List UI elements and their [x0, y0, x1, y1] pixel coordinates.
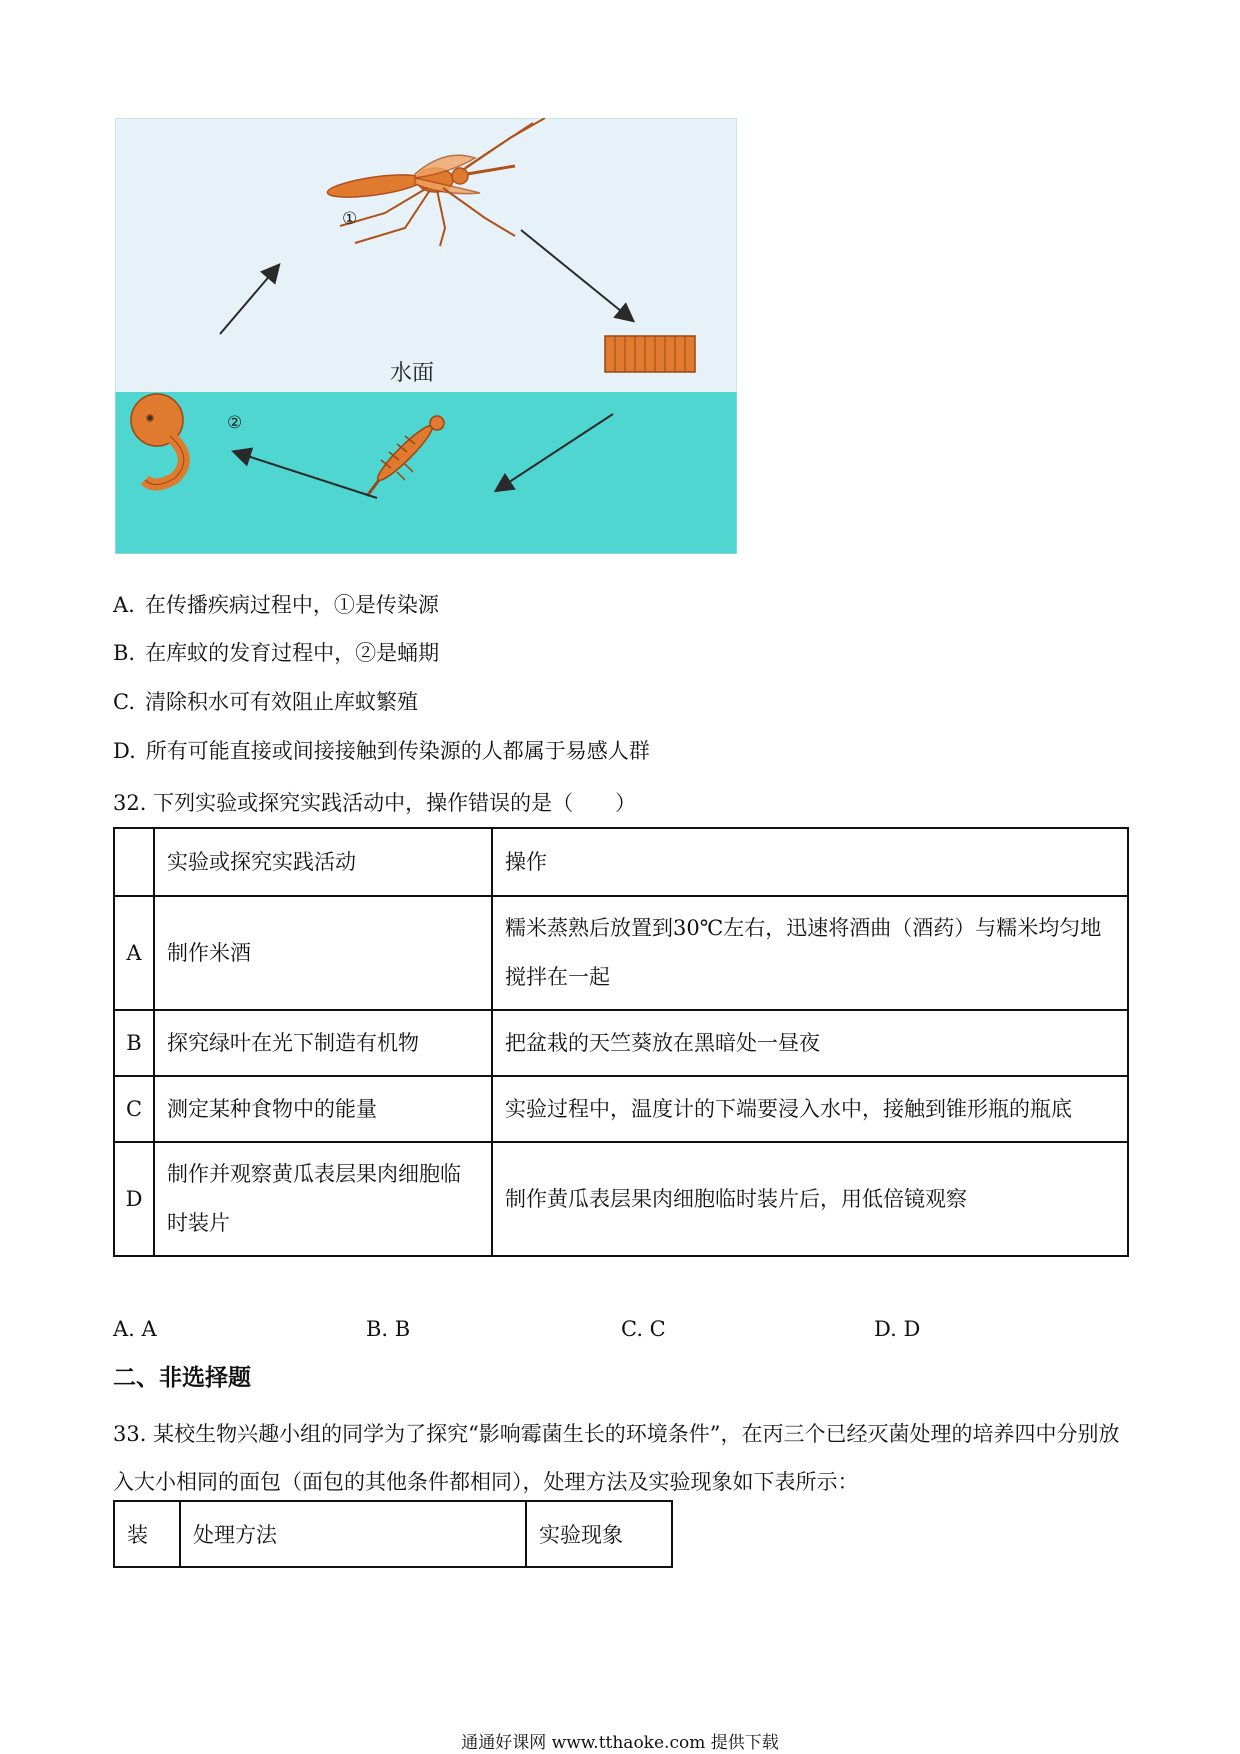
mosquito-life-cycle-figure [115, 118, 737, 554]
option-b[interactable] [113, 638, 439, 668]
question-32-stem: 32. 下列实验或探究实践活动中，操作错误的是（ ） [113, 791, 637, 815]
row-activity: 制作并观察黄瓜表层果肉细胞临时装片 [154, 1142, 492, 1256]
option-text: 所有可能直接或间接接触到传染源的人都属于易感人群 [145, 739, 650, 763]
question-33-stem: 33. 某校生物兴趣小组的同学为了探究“影响霉菌生长的环境条件”，在丙三个已经灭菌处理的培养四中分别放入大小相同的面包（面包的其他条件都相同），处理方法及实验现象如下表所示： [113, 1422, 1120, 1494]
egg-raft-icon [605, 336, 695, 372]
option-a[interactable] [113, 590, 439, 620]
table-header-cell [114, 828, 154, 896]
option-d[interactable] [113, 736, 650, 766]
option-text: 在库蚊的发育过程中，②是蛹期 [145, 641, 440, 665]
stage-marker-1: ① [342, 209, 358, 229]
question-33-table [113, 1500, 673, 1568]
choice-d[interactable]: D. D [874, 1317, 921, 1341]
row-key: B [114, 1010, 154, 1076]
option-letter: B. [113, 641, 136, 665]
water-background [115, 392, 737, 554]
table-header-cell: 实验现象 [526, 1501, 672, 1567]
section-title: 二、非选择题 [113, 1365, 251, 1391]
row-operation: 实验过程中，温度计的下端要浸入水中，接触到锥形瓶的瓶底 [492, 1076, 1128, 1142]
question-32-table [113, 827, 1129, 1257]
row-operation: 制作黄瓜表层果肉细胞临时装片后，用低倍镜观察 [492, 1142, 1128, 1256]
row-key: C [114, 1076, 154, 1142]
option-letter: D. [113, 739, 136, 763]
row-activity: 测定某种食物中的能量 [154, 1076, 492, 1142]
option-c[interactable] [113, 687, 418, 717]
water-surface-label: 水面 [390, 361, 435, 386]
row-operation: 糯米蒸熟后放置到30℃左右，迅速将酒曲（酒药）与糯米均匀地搅拌在一起 [492, 896, 1128, 1010]
table-header-cell: 实验或探究实践活动 [154, 828, 492, 896]
row-activity: 探究绿叶在光下制造有机物 [154, 1010, 492, 1076]
table-header-cell: 处理方法 [180, 1501, 526, 1567]
table-header-row [114, 1501, 672, 1567]
row-operation: 把盆栽的天竺葵放在黑暗处一昼夜 [492, 1010, 1128, 1076]
table-header-cell: 操作 [492, 828, 1128, 896]
table-row [114, 1142, 1128, 1256]
row-activity: 制作米酒 [154, 896, 492, 1010]
choice-c[interactable]: C. C [621, 1317, 666, 1341]
table-header-row [114, 828, 1128, 896]
table-row [114, 1076, 1128, 1142]
option-letter: A. [113, 593, 135, 617]
option-text: 清除积水可有效阻止库蚊繁殖 [145, 690, 418, 714]
choice-a[interactable]: A. A [113, 1317, 157, 1341]
table-row [114, 896, 1128, 1010]
row-key: D [114, 1142, 154, 1256]
option-text: 在传播疾病过程中，①是传染源 [144, 593, 439, 617]
table-row [114, 1010, 1128, 1076]
choice-b[interactable]: B. B [366, 1317, 411, 1341]
page-footer: 通通好课网 www.tthaoke.com 提供下载 [461, 1733, 779, 1753]
stage-marker-2: ② [227, 413, 243, 433]
option-letter: C. [113, 690, 135, 714]
table-header-cell: 装 [114, 1501, 180, 1567]
row-key: A [114, 896, 154, 1010]
